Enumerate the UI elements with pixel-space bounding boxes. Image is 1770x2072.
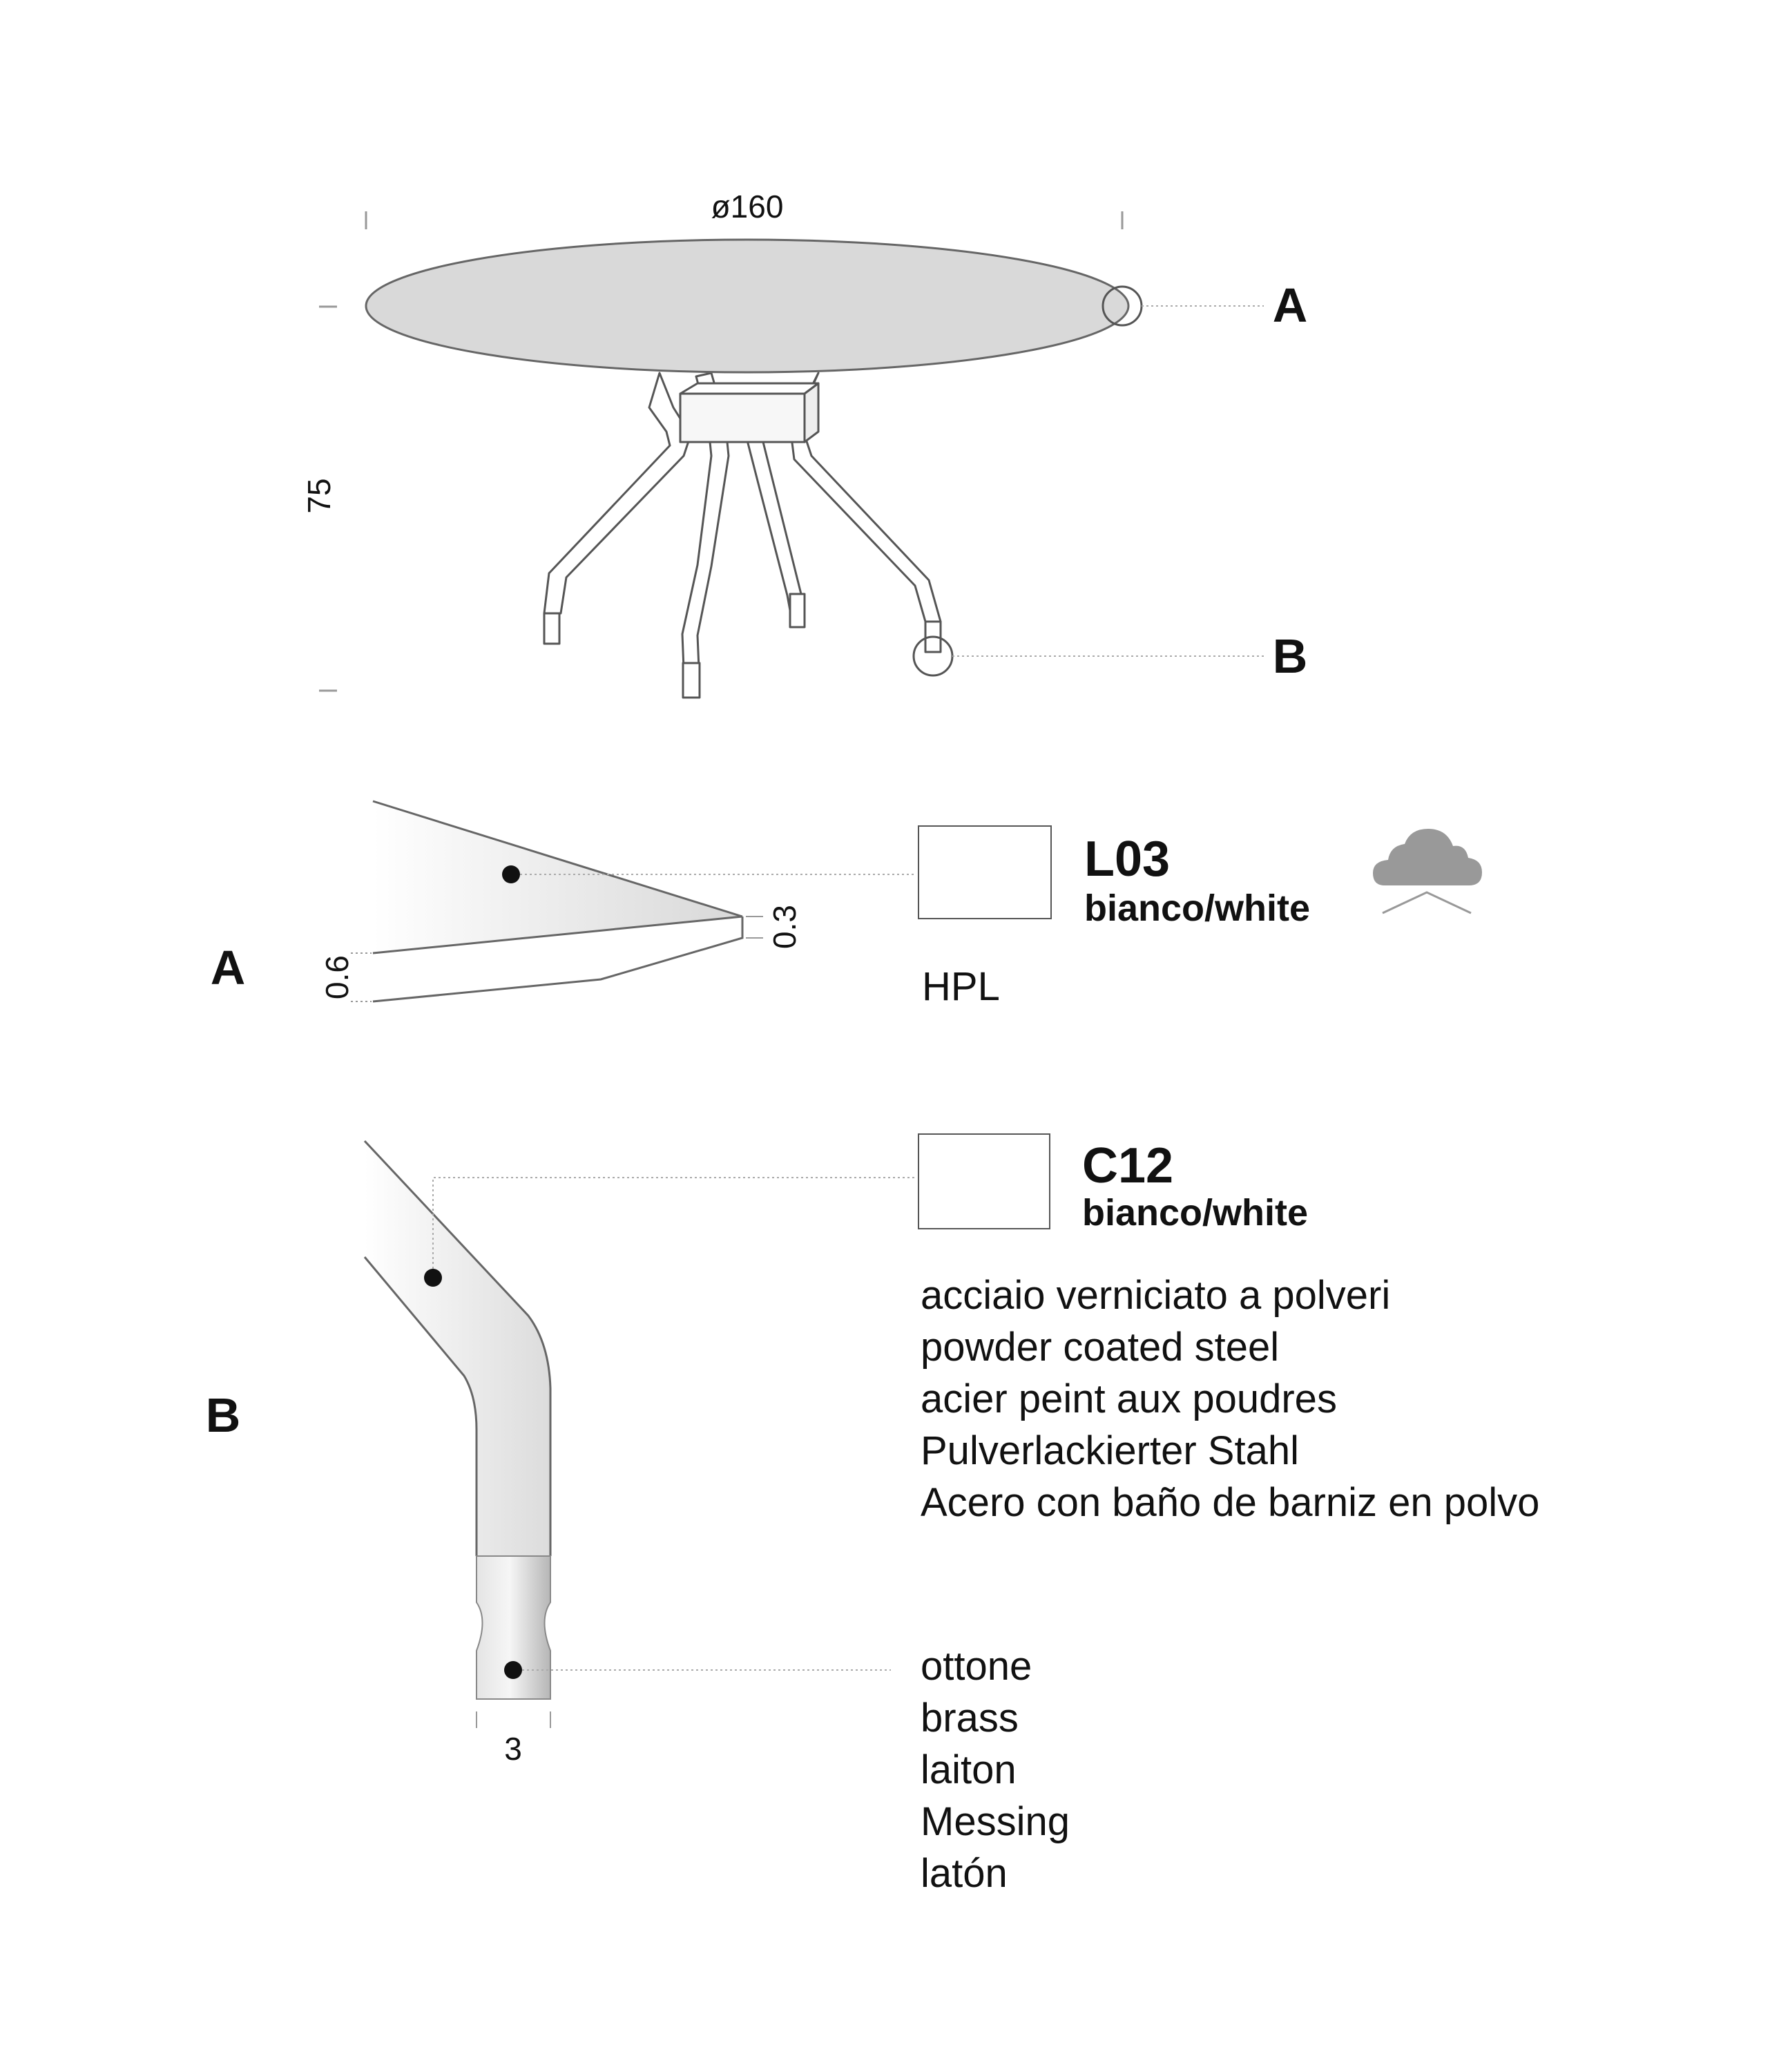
frame-material-en: powder coated steel <box>921 1325 1280 1370</box>
foot-width-label: 3 <box>504 1731 522 1767</box>
edge-thick-dimension <box>319 953 372 1001</box>
diameter-dimension <box>366 189 1122 229</box>
diameter-label: ø160 <box>711 189 784 224</box>
top-edge-section <box>373 801 742 953</box>
frame-finish-code: C12 <box>1082 1138 1174 1193</box>
foot-material-en: brass <box>921 1696 1019 1740</box>
table-base-legs <box>544 373 941 698</box>
top-finish-code: L03 <box>1084 832 1171 887</box>
detail-a-label: A <box>210 941 246 995</box>
detail-a <box>211 801 1482 1009</box>
edge-thick-label: 0.6 <box>319 955 356 999</box>
callout-b-top: B <box>1272 629 1308 683</box>
height-label: 75 <box>301 478 337 514</box>
frame-finish-name: bianco/white <box>1082 1192 1309 1234</box>
frame-material-es: Acero con baño de barniz en polvo <box>921 1480 1540 1525</box>
foot-material-fr: laiton <box>921 1747 1017 1792</box>
frame-color-swatch <box>918 1134 1050 1229</box>
frame-material-de: Pulverlackierter Stahl <box>921 1428 1299 1473</box>
frame-materials-list <box>921 1273 1539 1525</box>
foot-material-de: Messing <box>921 1799 1070 1844</box>
detail-b <box>206 1134 1540 1896</box>
leg-tube <box>365 1141 550 1556</box>
top-finish-name: bianco/white <box>1084 888 1311 929</box>
cloud-outdoor-icon <box>1373 829 1482 913</box>
top-material-dot <box>502 865 520 883</box>
table-overview <box>301 189 1307 698</box>
top-color-swatch <box>918 826 1051 919</box>
foot-materials-list <box>921 1644 1070 1896</box>
edge-thin-label: 0.3 <box>767 905 803 949</box>
foot-dimension <box>477 1711 550 1767</box>
frame-material-it: acciaio verniciato a polveri <box>921 1273 1391 1318</box>
foot-material-it: ottone <box>921 1644 1032 1689</box>
frame-material-dot <box>424 1269 442 1287</box>
top-material: HPL <box>922 964 1000 1009</box>
detail-b-label: B <box>205 1388 241 1442</box>
height-dimension <box>301 307 337 691</box>
table-top <box>366 240 1128 372</box>
foot-material-es: latón <box>921 1851 1008 1896</box>
frame-material-fr: acier peint aux poudres <box>921 1376 1337 1421</box>
callout-a-top: A <box>1272 278 1308 332</box>
edge-thin-dimension <box>746 905 802 949</box>
foot-material-dot <box>504 1661 522 1679</box>
